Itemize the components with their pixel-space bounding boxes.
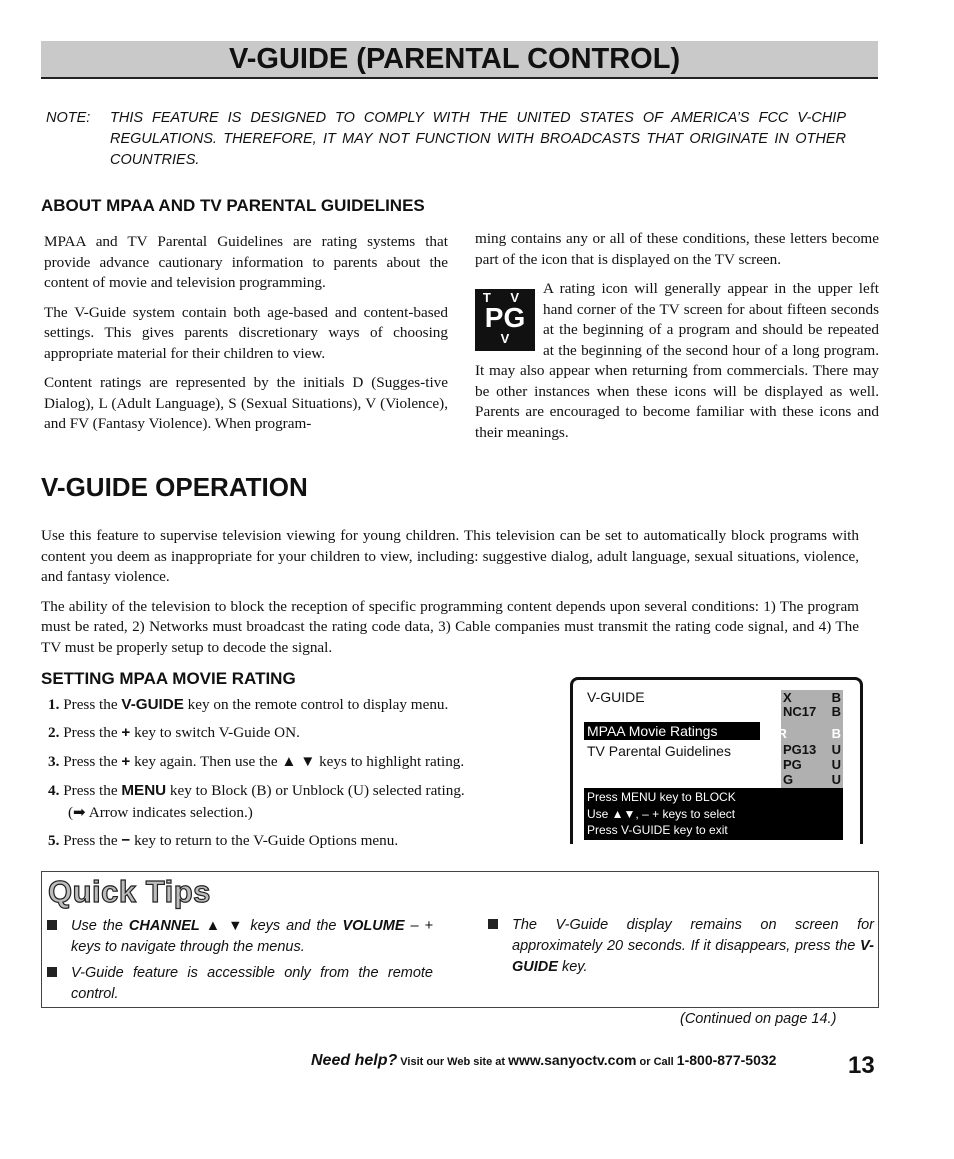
v-guide-key-text: V-GUIDE [512, 938, 874, 975]
operation-heading: V-GUIDE OPERATION [41, 472, 308, 502]
about-paragraph: A rating icon will generally appear in the upper left hand corner of the TV screen for about fifteen seconds at the beginning of a program and should be repeated at the beginning of the second hour of a long program. It may also appear when returning from commercials. There may be other instances when these icons will be displayed as well. Parents are encouraged to become familiar with these icons and their meanings. [475, 280, 879, 441]
icon-tv-text: T V [482, 290, 528, 305]
tv-pg-rating-icon [475, 289, 535, 351]
ratings-panel [763, 690, 843, 788]
screen-help-box [584, 788, 843, 840]
tip-text: ▲ ▼ keys and the [199, 918, 343, 934]
tip-text: V-Guide feature is accessible only from the remote control. [71, 965, 433, 1002]
website-link[interactable]: www.sanyoctv.com [508, 1052, 637, 1068]
about-paragraph: MPAA and TV Parental Guidelines are rating systems that provide advance cautionary information to parents about the content of movie and television programming. [44, 233, 448, 291]
volume-key-text: VOLUME [342, 918, 405, 934]
rating-label: G [783, 772, 794, 787]
rating-label: ➡ R [763, 726, 787, 741]
phone-number: 1-800-877-5032 [676, 1052, 777, 1068]
step-3 [48, 753, 464, 771]
bullet-square-icon [47, 920, 57, 930]
rating-value: B [831, 704, 841, 719]
tip-item [512, 915, 874, 978]
plus-key: + [121, 753, 131, 770]
operation-paragraph: The ability of the television to block the reception of specific programming content depends upon several conditions: 1) The program must be rated, 2) Networks must broadcast the rating code data, 3) Cable companies must transmit the rating code signal, and 4) The TV must be properly setup to decode the signal. [41, 597, 859, 656]
icon-v-text: V [500, 331, 510, 346]
v-guide-key: V-GUIDE [121, 696, 184, 713]
tip-text: Use the [71, 918, 129, 934]
step-1 [48, 696, 448, 714]
tip-text: The V-Guide display remains on screen for approximately 20 seconds. If it disappears, press the [512, 917, 874, 954]
step-text: Press the [63, 696, 122, 713]
rating-label: PG13 [783, 742, 817, 757]
rating-label: PG [783, 757, 802, 772]
rating-value: B [831, 690, 841, 705]
tip-item [71, 916, 433, 958]
about-heading: ABOUT MPAA AND TV PARENTAL GUIDELINES [41, 196, 425, 215]
about-right-column [475, 229, 879, 452]
tip-text: – + keys to navigate through the menus. [71, 918, 433, 955]
about-paragraph: ming contains any or all of these conditions, these letters become part of the icon that is displayed on the TV screen. [475, 230, 879, 268]
step-number: 5. [48, 832, 60, 849]
rating-value: U [831, 757, 841, 772]
menu-item-mpaa: MPAA Movie Ratings [584, 722, 760, 740]
step-number: 2. [48, 724, 60, 741]
page-title: V-GUIDE (PARENTAL CONTROL) [229, 43, 681, 75]
step-text: Press the [63, 724, 122, 741]
icon-pg-text: PG [484, 302, 526, 333]
bullet-square-icon [488, 919, 498, 929]
step-text: Press the [63, 753, 122, 770]
step-number: 1. [48, 696, 60, 713]
tip-item [71, 963, 433, 1005]
step-number: 4. [48, 782, 60, 799]
visit-text: Visit our Web site at [397, 1056, 509, 1068]
about-paragraph: Content ratings are represented by the initials D (Sugges-tive Dialog), L (Adult Language), S (Sexual Situations), V (Violence), and FV (Fantasy Violence). When program- [44, 374, 448, 432]
about-paragraph: The V-Guide system contain both age-based and content-based settings. This gives parents discretionary ways of choosing appropriate material for their children to view. [44, 303, 448, 362]
step-5 [48, 832, 398, 850]
tip-text: key. [557, 959, 588, 975]
continued-note: (Continued on page 14.) [680, 1011, 837, 1027]
step-2 [48, 724, 300, 742]
step-text: Press the [63, 782, 122, 799]
rating-label: X [783, 690, 792, 705]
step-text: key to Block (B) or Unblock (U) selected rating. [166, 782, 465, 799]
rating-label: NC17 [783, 704, 817, 719]
step-4 [48, 782, 465, 800]
step-text: key on the remote control to display menu. [183, 696, 449, 713]
menu-key: MENU [121, 782, 167, 799]
rating-value: U [831, 742, 841, 757]
step-text: key to return to the V-Guide Options menu. [130, 832, 399, 849]
call-text: or Call [636, 1056, 677, 1068]
step-text: Press the [63, 832, 122, 849]
quick-tips-box [41, 871, 879, 1008]
step-4-note [68, 803, 253, 822]
help-line: Press V-GUIDE key to exit [587, 823, 728, 837]
rating-value: B [831, 726, 841, 741]
mpaa-heading: SETTING MPAA MOVIE RATING [41, 669, 296, 688]
channel-key-text: CHANNEL [128, 918, 200, 934]
minus-key: − [121, 832, 131, 849]
step-text: key to switch V-Guide ON. [130, 724, 300, 741]
help-line: Press MENU key to BLOCK [587, 790, 736, 804]
footer-help [311, 1052, 776, 1070]
menu-item-tv-guidelines: TV Parental Guidelines [587, 743, 731, 759]
help-line: Use ▲▼, – + keys to select [587, 806, 736, 821]
bullet-square-icon [47, 967, 57, 977]
fcc-note [46, 108, 846, 171]
arrow-note: (➡ Arrow indicates selection.) [68, 804, 253, 821]
note-label: NOTE: [46, 110, 91, 126]
operation-paragraph: Use this feature to supervise television viewing for young children. This television can be set to automatically block programs with content you deem as inappropriate for your children to view, including: suggestive dialog, adult language, sexual situations, violence, and fantasy violence. [41, 527, 859, 585]
rating-value: U [831, 772, 841, 787]
page-number: 13 [848, 1052, 875, 1079]
screen-title: V-GUIDE [587, 689, 645, 705]
step-number: 3. [48, 753, 60, 770]
need-help-text: Need help? [311, 1052, 398, 1069]
title-bar [41, 41, 878, 79]
quick-tips-title: Quick Tips [48, 874, 211, 909]
operation-text [41, 526, 859, 667]
plus-key: + [121, 724, 131, 741]
tv-screen-illustration [570, 677, 863, 844]
note-text: THIS FEATURE IS DESIGNED TO COMPLY WITH THE UNITED STATES OF AMERICA’S FCC V-CHIP REGULATIONS. THEREFORE, IT MAY NOT FUNCTION WITH BROADCASTS THAT ORIGINATE IN OTHER COUNTRIES. [110, 110, 846, 168]
about-left-column [44, 232, 448, 444]
step-text: key again. Then use the ▲ ▼ keys to highlight rating. [130, 753, 465, 770]
